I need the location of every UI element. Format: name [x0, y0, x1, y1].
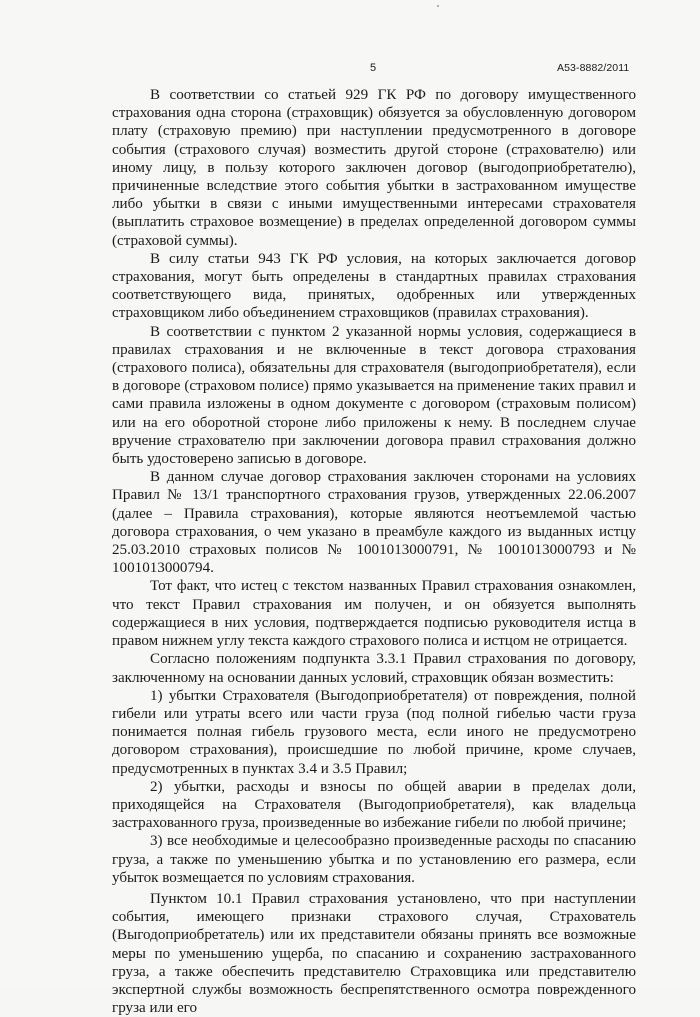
- page-number: 5: [370, 62, 377, 74]
- scan-speck: [437, 5, 439, 7]
- paragraph: В силу статьи 943 ГК РФ условия, на которых заключается договор страхования, могут быть определены в стандартных правилах страхования соответствующего вида, принятых, одобренных или утвержденных страховщиком либо объединением страховщиков (правилах страхования).: [112, 250, 636, 322]
- paragraph: 1) убытки Страхователя (Выгодоприобретателя) от повреждения, полной гибели или утраты всего или части груза (под полной гибелью части груза понимается полная гибель грузового места, если иного не предусмотрено договором страхования), происшедшие по любой причине, кроме случаев, предусмотренных в пунктах 3.4 и 3.5 Правил;: [112, 687, 636, 777]
- document-body: [112, 86, 636, 1017]
- paragraph: Пунктом 10.1 Правил страхования установлено, что при наступлении события, имеющего признаки страхового случая, Страхователь (Выгодоприобретатель) или их представители обязаны принять все возможные меры по уменьшению ущерба, по спасанию и сохранению застрахованного груза, а также обеспечить представителю Страховщика или представителю экспертной службы возможность беспрепятственного осмотра поврежденного груза или его: [112, 890, 636, 1017]
- paragraph: В соответствии со статьей 929 ГК РФ по договору имущественного страхования одна сторона (страховщик) обязуется за обусловленную договором плату (страховую премию) при наступлении предусмотренного в договоре события (страхового случая) возместить другой стороне (страхователю) или иному лицу, в пользу которого заключен договор (выгодоприобретателю), причиненные вследствие этого события убытки в застрахованном имуществе либо убытки в связи с иными имущественными интересами страхователя (выплатить страховое возмещение) в пределах определенной договором суммы (страховой суммы).: [112, 87, 636, 249]
- paragraph: 2) убытки, расходы и взносы по общей аварии в пределах доли, приходящейся на Страхователя (Выгодоприобретателя), как владельца застрахованного груза, произведенные во избежание гибели по любой причине;: [112, 778, 636, 832]
- paragraph: В данном случае договор страхования заключен сторонами на условиях Правил № 13/1 транспортного страхования грузов, утвержденных 22.06.2007 (далее – Правила страхования), которые являются неотъемлемой частью договора страхования, о чем указано в преамбуле каждого из выданных истцу 25.03.2010 страховых полисов № 1001013000791, № 1001013000793 и № 1001013000794.: [112, 469, 636, 577]
- paragraph: 3) все необходимые и целесообразно произведенные расходы по спасанию груза, а также по уменьшению убытка и по установлению его размера, если убыток возмещается по условиям страхования.: [112, 833, 636, 886]
- case-number: А53-8882/2011: [557, 62, 630, 74]
- paragraph: В соответствии с пунктом 2 указанной нормы условия, содержащиеся в правилах страхования и не включенные в текст договора страхования (страхового полиса), обязательны для страхователя (выгодоприобретателя), если в договоре (страховом полисе) прямо указывается на применение таких правил и сами правила изложены в одном документе с договором (страховым полисом) или на его оборотной стороне либо приложены к нему. В последнем случае вручение страхователю при заключении договора правил страхования должно быть удостоверено записью в договоре.: [112, 323, 636, 468]
- paragraph: Тот факт, что истец с текстом названных Правил страхования ознакомлен, что текст Правил страхования им получен, и он обязуется выполнять содержащиеся в них условия, подтверждается подписью руководителя истца в правом нижнем углу текста каждого страхового полиса и истцом не отрицается.: [112, 578, 636, 650]
- page-header: [0, 62, 700, 78]
- paragraph: Согласно положениям подпункта 3.3.1 Правил страхования по договору, заключенному на основании данных условий, страховщик обязан возместить:: [112, 651, 636, 686]
